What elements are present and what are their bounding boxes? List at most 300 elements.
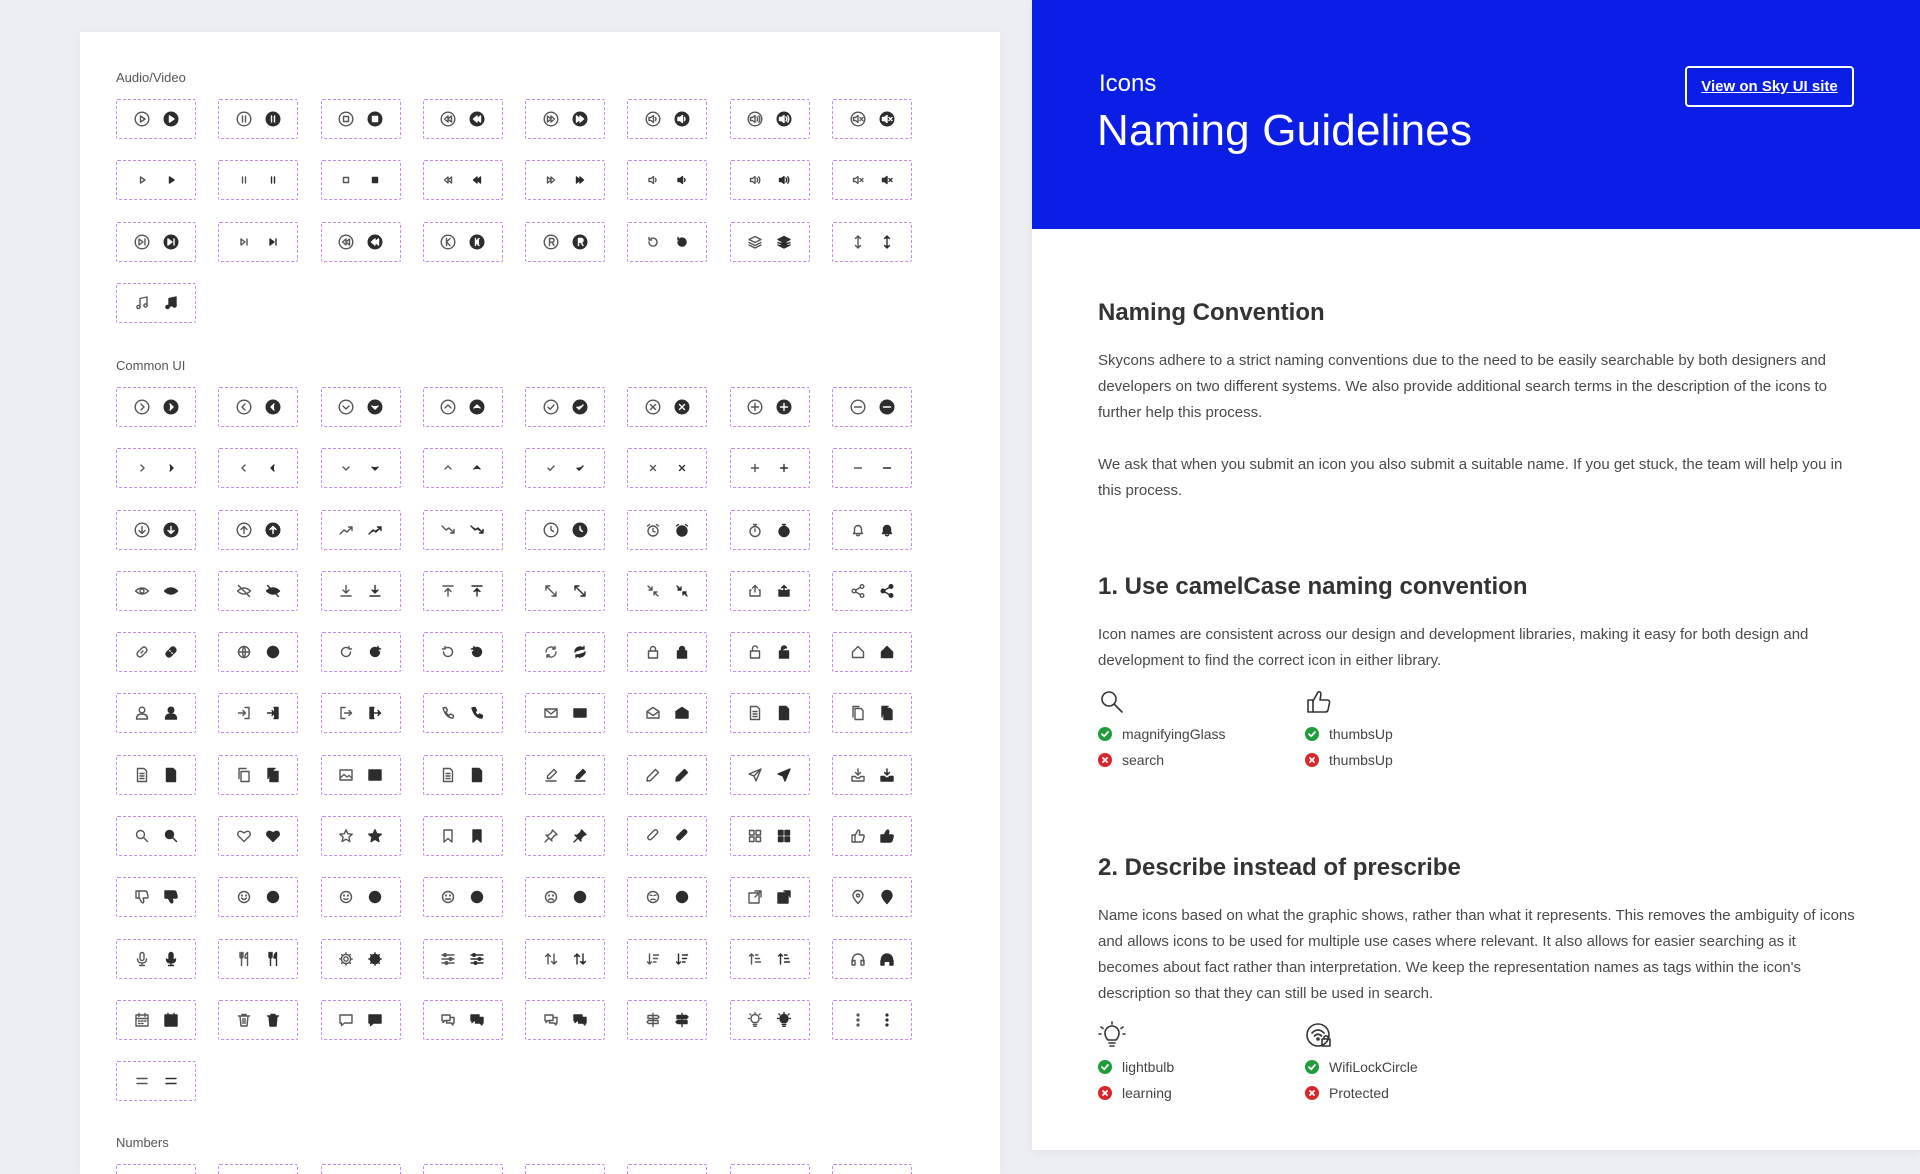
upload-icon — [440, 583, 456, 599]
phone-icon — [440, 705, 456, 721]
icon-cell-chat-bubbles — [423, 1000, 503, 1040]
icon-cell-face-neutral — [321, 877, 401, 917]
icon-cell-face-frown — [627, 877, 707, 917]
calendar-icon — [134, 1012, 150, 1028]
bell-icon — [850, 522, 866, 538]
icon-cell-number-8 — [832, 1164, 912, 1174]
pin-icon — [572, 828, 588, 844]
replay-icon — [674, 234, 690, 250]
sign-in-icon — [265, 705, 281, 721]
arrow-down-circle-icon — [134, 522, 150, 538]
copy-icon — [265, 767, 281, 783]
icon-cell-clock — [525, 510, 605, 550]
icon-cell-rewind-circle — [423, 99, 503, 139]
plus-circle-icon — [776, 399, 792, 415]
icon-cell-chevron-up — [423, 448, 503, 488]
stop-circle-icon — [338, 111, 354, 127]
upload-icon — [469, 583, 485, 599]
envelope-open-icon — [645, 705, 661, 721]
example-bad-label: Protected — [1329, 1085, 1389, 1101]
sign-in-icon — [236, 705, 252, 721]
alarm-clock-icon — [645, 522, 661, 538]
download-icon — [367, 583, 383, 599]
check-circle-icon — [543, 399, 559, 415]
volume-low-icon — [645, 172, 661, 188]
volume-mute-circle-icon — [850, 111, 866, 127]
icon-cell-minus-circle — [832, 387, 912, 427]
star-icon — [338, 828, 354, 844]
icon-cell-collapse — [627, 571, 707, 611]
sort-down-icon — [645, 951, 661, 967]
icon-cell-sort-arrows — [525, 939, 605, 979]
icon-cell-messages — [525, 1000, 605, 1040]
skip-back-circle-icon — [367, 234, 383, 250]
heart-icon — [236, 828, 252, 844]
messages-icon — [543, 1012, 559, 1028]
plus-icon — [747, 460, 763, 476]
share-icon — [879, 583, 895, 599]
icon-cell-globe — [218, 632, 298, 672]
icon-cell-check-circle — [525, 387, 605, 427]
icon-cell-trend-down — [423, 510, 503, 550]
example-magnifying-glass — [1098, 688, 1298, 768]
icon-cell-skip-next-circle — [116, 222, 196, 262]
icon-cell-number-2 — [218, 1164, 298, 1174]
icon-cell-sync — [525, 632, 605, 672]
icon-cell-face-sad — [525, 877, 605, 917]
fast-forward-icon — [572, 172, 588, 188]
example-lightbulb — [1098, 1021, 1298, 1101]
face-sad-icon — [572, 889, 588, 905]
hero-overline: Icons — [1099, 70, 1157, 97]
icon-cell-volume-low — [627, 160, 707, 200]
minus-circle-icon — [879, 399, 895, 415]
bookmark-icon — [469, 828, 485, 844]
icon-cell-microphone — [116, 939, 196, 979]
magnifying-glass-icon — [1098, 688, 1126, 716]
smile-icon — [265, 889, 281, 905]
stopwatch-icon — [747, 522, 763, 538]
example-good-row — [1098, 726, 1298, 742]
close-circle-icon — [674, 399, 690, 415]
page-icon — [469, 767, 485, 783]
naming-convention-paragraph-1: Skycons adhere to a strict naming conventions due to the need to be easily searchable by both designers and developers on two different systems. We also provide additional search terms in the description of the icons to further help this process. — [1098, 352, 1827, 421]
home-icon — [879, 644, 895, 660]
trend-down-icon — [440, 522, 456, 538]
section-title-audio-video: Audio/Video — [116, 70, 186, 85]
example-good-row — [1305, 1059, 1505, 1075]
icon-cell-chevron-down-circle — [321, 387, 401, 427]
icon-cell-heart — [218, 816, 298, 856]
volume-high-icon — [747, 172, 763, 188]
icon-cell-envelope-open — [627, 693, 707, 733]
icon-cell-sort-down — [627, 939, 707, 979]
layers-icon — [776, 234, 792, 250]
icon-cell-page — [423, 755, 503, 795]
icon-cell-signpost — [627, 1000, 707, 1040]
play-circle-icon — [163, 111, 179, 127]
k-circle-icon — [440, 234, 456, 250]
chat-bubbles-icon — [440, 1012, 456, 1028]
sort-arrows-icon — [572, 951, 588, 967]
link-icon — [163, 644, 179, 660]
example-good-label: thumbsUp — [1329, 726, 1393, 742]
icon-cell-chevron-left-circle — [218, 387, 298, 427]
icon-cell-undo — [423, 632, 503, 672]
stop-circle-icon — [367, 111, 383, 127]
globe-icon — [236, 644, 252, 660]
messages-icon — [572, 1012, 588, 1028]
icon-cell-volume-mute-circle — [832, 99, 912, 139]
sort-up-icon — [776, 951, 792, 967]
signpost-icon — [674, 1012, 690, 1028]
icon-cell-number-1 — [116, 1164, 196, 1174]
edit-icon — [572, 767, 588, 783]
sync-icon — [543, 644, 559, 660]
icon-cell-number-6 — [627, 1164, 707, 1174]
icon-cell-close — [627, 448, 707, 488]
example-good-label: lightbulb — [1122, 1059, 1175, 1075]
icon-cell-cutlery — [218, 939, 298, 979]
volume-mute-icon — [850, 172, 866, 188]
rewind-icon — [440, 172, 456, 188]
icon-cell-check — [525, 448, 605, 488]
lightbulb-icon — [747, 1012, 763, 1028]
icon-cell-number-4 — [423, 1164, 503, 1174]
hero-banner — [1032, 0, 1920, 229]
trash-icon — [236, 1012, 252, 1028]
sliders-icon — [469, 951, 485, 967]
play-icon — [163, 172, 179, 188]
naming-convention-heading: Naming Convention — [1098, 299, 1325, 326]
undo-icon — [440, 644, 456, 660]
more-vertical-icon — [850, 1012, 866, 1028]
example-bad-label: search — [1122, 752, 1165, 768]
lock-icon — [645, 644, 661, 660]
skip-next-icon — [265, 234, 281, 250]
face-flat-icon — [469, 889, 485, 905]
pencil-icon — [674, 767, 690, 783]
volume-mute-circle-icon — [879, 111, 895, 127]
example-good-label: WifiLockCircle — [1329, 1059, 1418, 1075]
r-circle-icon — [572, 234, 588, 250]
icon-cell-copy — [218, 755, 298, 795]
icon-cell-volume-high — [730, 160, 810, 200]
icon-cell-trend-up — [321, 510, 401, 550]
volume-low-icon — [674, 172, 690, 188]
minus-icon — [879, 460, 895, 476]
link-icon — [134, 644, 150, 660]
skip-next-circle-icon — [163, 234, 179, 250]
icon-cell-k-circle — [423, 222, 503, 262]
unlock-icon — [776, 644, 792, 660]
alarm-clock-icon — [674, 522, 690, 538]
chevron-up-circle-icon — [440, 399, 456, 415]
more-vertical-icon — [879, 1012, 895, 1028]
chat-bubble-icon — [367, 1012, 383, 1028]
external-image-icon — [776, 889, 792, 905]
thumbs-up-icon — [1305, 688, 1333, 716]
check-icon — [543, 460, 559, 476]
smile-icon — [236, 889, 252, 905]
section-title-numbers: Numbers — [116, 1135, 169, 1150]
paperclip-icon — [645, 828, 661, 844]
file-icon — [163, 767, 179, 783]
icon-cell-lightbulb — [730, 1000, 810, 1040]
icon-cell-play-circle — [116, 99, 196, 139]
icon-sheet — [80, 32, 1000, 1174]
cross-badge-icon — [1305, 1086, 1319, 1100]
r-circle-icon — [543, 234, 559, 250]
chevron-right-icon — [134, 460, 150, 476]
icon-cell-arrow-down-circle — [116, 510, 196, 550]
example-bad-label: learning — [1122, 1085, 1172, 1101]
icon-cell-plus — [730, 448, 810, 488]
expand-icon — [543, 583, 559, 599]
user-icon — [134, 705, 150, 721]
icon-cell-bell — [832, 510, 912, 550]
send-icon — [776, 767, 792, 783]
cutlery-icon — [236, 951, 252, 967]
menu-icon — [134, 1073, 150, 1089]
chevron-right-circle-icon — [163, 399, 179, 415]
icon-grid-common-ui — [116, 387, 912, 1101]
icon-cell-grid — [730, 816, 810, 856]
file-icon — [134, 767, 150, 783]
icon-cell-fast-forward — [525, 160, 605, 200]
wifi-lock-circle-icon — [1305, 1021, 1333, 1049]
icon-cell-chevron-left — [218, 448, 298, 488]
volume-high-circle-icon — [747, 111, 763, 127]
thumbs-down-icon — [134, 889, 150, 905]
minus-circle-icon — [850, 399, 866, 415]
icon-cell-location-pin — [832, 877, 912, 917]
envelope-icon — [572, 705, 588, 721]
fast-forward-circle-icon — [572, 111, 588, 127]
example-bad-row — [1098, 752, 1298, 768]
pin-icon — [543, 828, 559, 844]
skip-next-icon — [236, 234, 252, 250]
home-icon — [850, 644, 866, 660]
close-icon — [674, 460, 690, 476]
icon-cell-sign-out — [321, 693, 401, 733]
icon-cell-send — [730, 755, 810, 795]
skip-next-circle-icon — [134, 234, 150, 250]
icon-cell-scale-vertical — [832, 222, 912, 262]
icon-cell-thumbs-down — [116, 877, 196, 917]
page-title: Naming Guidelines — [1097, 106, 1473, 155]
scale-vertical-icon — [879, 234, 895, 250]
grid-icon — [747, 828, 763, 844]
pause-circle-icon — [265, 111, 281, 127]
trend-up-icon — [367, 522, 383, 538]
icon-cell-download — [321, 571, 401, 611]
volume-mute-icon — [879, 172, 895, 188]
pause-icon — [265, 172, 281, 188]
icon-cell-tray — [832, 755, 912, 795]
icon-cell-play — [116, 160, 196, 200]
lightbulb-icon — [776, 1012, 792, 1028]
tray-icon — [850, 767, 866, 783]
chevron-left-circle-icon — [265, 399, 281, 415]
chevron-down-icon — [367, 460, 383, 476]
icon-cell-chat-bubble — [321, 1000, 401, 1040]
heart-icon — [265, 828, 281, 844]
icon-cell-skip-next — [218, 222, 298, 262]
documents-icon — [879, 705, 895, 721]
cross-badge-icon — [1305, 753, 1319, 767]
example-thumbs-up — [1305, 688, 1505, 768]
play-icon — [134, 172, 150, 188]
icon-cell-chevron-down — [321, 448, 401, 488]
document-icon — [776, 705, 792, 721]
trend-down-icon — [469, 522, 485, 538]
rule-describe-paragraph: Name icons based on what the graphic shows, rather than what it represents. This removes the ambiguity of icons and allows icons to be used for multiple use cases where relevant. It also allows for easier searching as it becomes about fact rather than interpretation. We keep the representation names as tags within the icon's description so that they can still be used in search. — [1098, 907, 1855, 1002]
volume-low-circle-icon — [645, 111, 661, 127]
sign-out-icon — [367, 705, 383, 721]
icon-cell-chevron-right — [116, 448, 196, 488]
icon-cell-link — [116, 632, 196, 672]
view-on-sky-ui-site-button[interactable]: View on Sky UI site — [1685, 66, 1854, 107]
chevron-up-icon — [440, 460, 456, 476]
icon-cell-number-3 — [321, 1164, 401, 1174]
icon-cell-eye-off — [218, 571, 298, 611]
refresh-icon — [338, 644, 354, 660]
icon-cell-smile — [218, 877, 298, 917]
icon-cell-lock — [627, 632, 707, 672]
menu-icon — [163, 1073, 179, 1089]
check-circle-icon — [572, 399, 588, 415]
expand-icon — [572, 583, 588, 599]
pause-icon — [236, 172, 252, 188]
icon-cell-edit — [525, 755, 605, 795]
page-icon — [440, 767, 456, 783]
share-icon — [850, 583, 866, 599]
icon-cell-fast-forward-circle — [525, 99, 605, 139]
scale-vertical-icon — [850, 234, 866, 250]
cutlery-icon — [265, 951, 281, 967]
music-note-icon — [163, 295, 179, 311]
chevron-left-icon — [236, 460, 252, 476]
image-icon — [338, 767, 354, 783]
settings-cog-icon — [367, 951, 383, 967]
send-icon — [747, 767, 763, 783]
documents-icon — [850, 705, 866, 721]
chevron-left-circle-icon — [236, 399, 252, 415]
bookmark-icon — [440, 828, 456, 844]
check-badge-icon — [1098, 1060, 1112, 1074]
cross-badge-icon — [1098, 753, 1112, 767]
lightbulb-icon — [1098, 1021, 1126, 1049]
example-bad-row — [1305, 1085, 1505, 1101]
pause-circle-icon — [236, 111, 252, 127]
icon-cell-music-note — [116, 283, 196, 323]
icon-cell-face-flat — [423, 877, 503, 917]
icon-cell-volume-mute — [832, 160, 912, 200]
icon-cell-volume-high-circle — [730, 99, 810, 139]
search-icon — [134, 828, 150, 844]
icon-cell-documents — [832, 693, 912, 733]
rewind-icon — [469, 172, 485, 188]
icon-cell-sliders — [423, 939, 503, 979]
chevron-up-circle-icon — [469, 399, 485, 415]
icon-cell-stopwatch — [730, 510, 810, 550]
icon-cell-headphones — [832, 939, 912, 979]
chevron-right-icon — [163, 460, 179, 476]
eye-icon — [134, 583, 150, 599]
naming-convention-paragraph-2: We ask that when you submit an icon you also submit a suitable name. If you get stuck, the team will help you in this process. — [1098, 456, 1843, 499]
icon-cell-external-image — [730, 877, 810, 917]
icon-cell-settings-cog — [321, 939, 401, 979]
icon-cell-phone — [423, 693, 503, 733]
chevron-down-circle-icon — [367, 399, 383, 415]
icon-cell-thumbs-up — [832, 816, 912, 856]
icon-cell-number-7 — [730, 1164, 810, 1174]
fast-forward-circle-icon — [543, 111, 559, 127]
volume-high-circle-icon — [776, 111, 792, 127]
check-icon — [572, 460, 588, 476]
check-badge-icon — [1098, 727, 1112, 741]
icon-cell-sign-in — [218, 693, 298, 733]
icon-cell-layers — [730, 222, 810, 262]
signpost-icon — [645, 1012, 661, 1028]
layers-icon — [747, 234, 763, 250]
chevron-down-icon — [338, 460, 354, 476]
search-icon — [163, 828, 179, 844]
rule-camelcase-heading: 1. Use camelCase naming convention — [1098, 573, 1528, 600]
icon-cell-plus-circle — [730, 387, 810, 427]
skip-back-circle-icon — [338, 234, 354, 250]
rewind-circle-icon — [469, 111, 485, 127]
location-pin-icon — [850, 889, 866, 905]
icon-cell-more-vertical — [832, 1000, 912, 1040]
icon-grid-audio-video — [116, 99, 912, 323]
copy-icon — [236, 767, 252, 783]
icon-cell-skip-back-circle — [321, 222, 401, 262]
example-good-label: magnifyingGlass — [1122, 726, 1226, 742]
rule-describe-heading: 2. Describe instead of prescribe — [1098, 854, 1461, 881]
paperclip-icon — [674, 828, 690, 844]
chat-bubbles-icon — [469, 1012, 485, 1028]
headphones-icon — [850, 951, 866, 967]
k-circle-icon — [469, 234, 485, 250]
settings-cog-icon — [338, 951, 354, 967]
example-wifi-lock-circle — [1305, 1021, 1505, 1101]
icon-cell-envelope — [525, 693, 605, 733]
icon-cell-pin — [525, 816, 605, 856]
arrow-up-circle-icon — [236, 522, 252, 538]
icon-cell-sort-up — [730, 939, 810, 979]
envelope-open-icon — [674, 705, 690, 721]
check-badge-icon — [1305, 1060, 1319, 1074]
external-image-icon — [747, 889, 763, 905]
example-bad-row — [1098, 1085, 1298, 1101]
face-sad-icon — [543, 889, 559, 905]
icon-cell-calendar — [116, 1000, 196, 1040]
face-frown-icon — [645, 889, 661, 905]
icon-cell-stop-circle — [321, 99, 401, 139]
icon-cell-number-5 — [525, 1164, 605, 1174]
icon-cell-chevron-up-circle — [423, 387, 503, 427]
trend-up-icon — [338, 522, 354, 538]
phone-icon — [469, 705, 485, 721]
eye-off-icon — [236, 583, 252, 599]
tray-icon — [879, 767, 895, 783]
example-good-row — [1305, 726, 1505, 742]
icon-grid-numbers — [116, 1164, 912, 1174]
icon-cell-upload — [423, 571, 503, 611]
thumbs-down-icon — [163, 889, 179, 905]
